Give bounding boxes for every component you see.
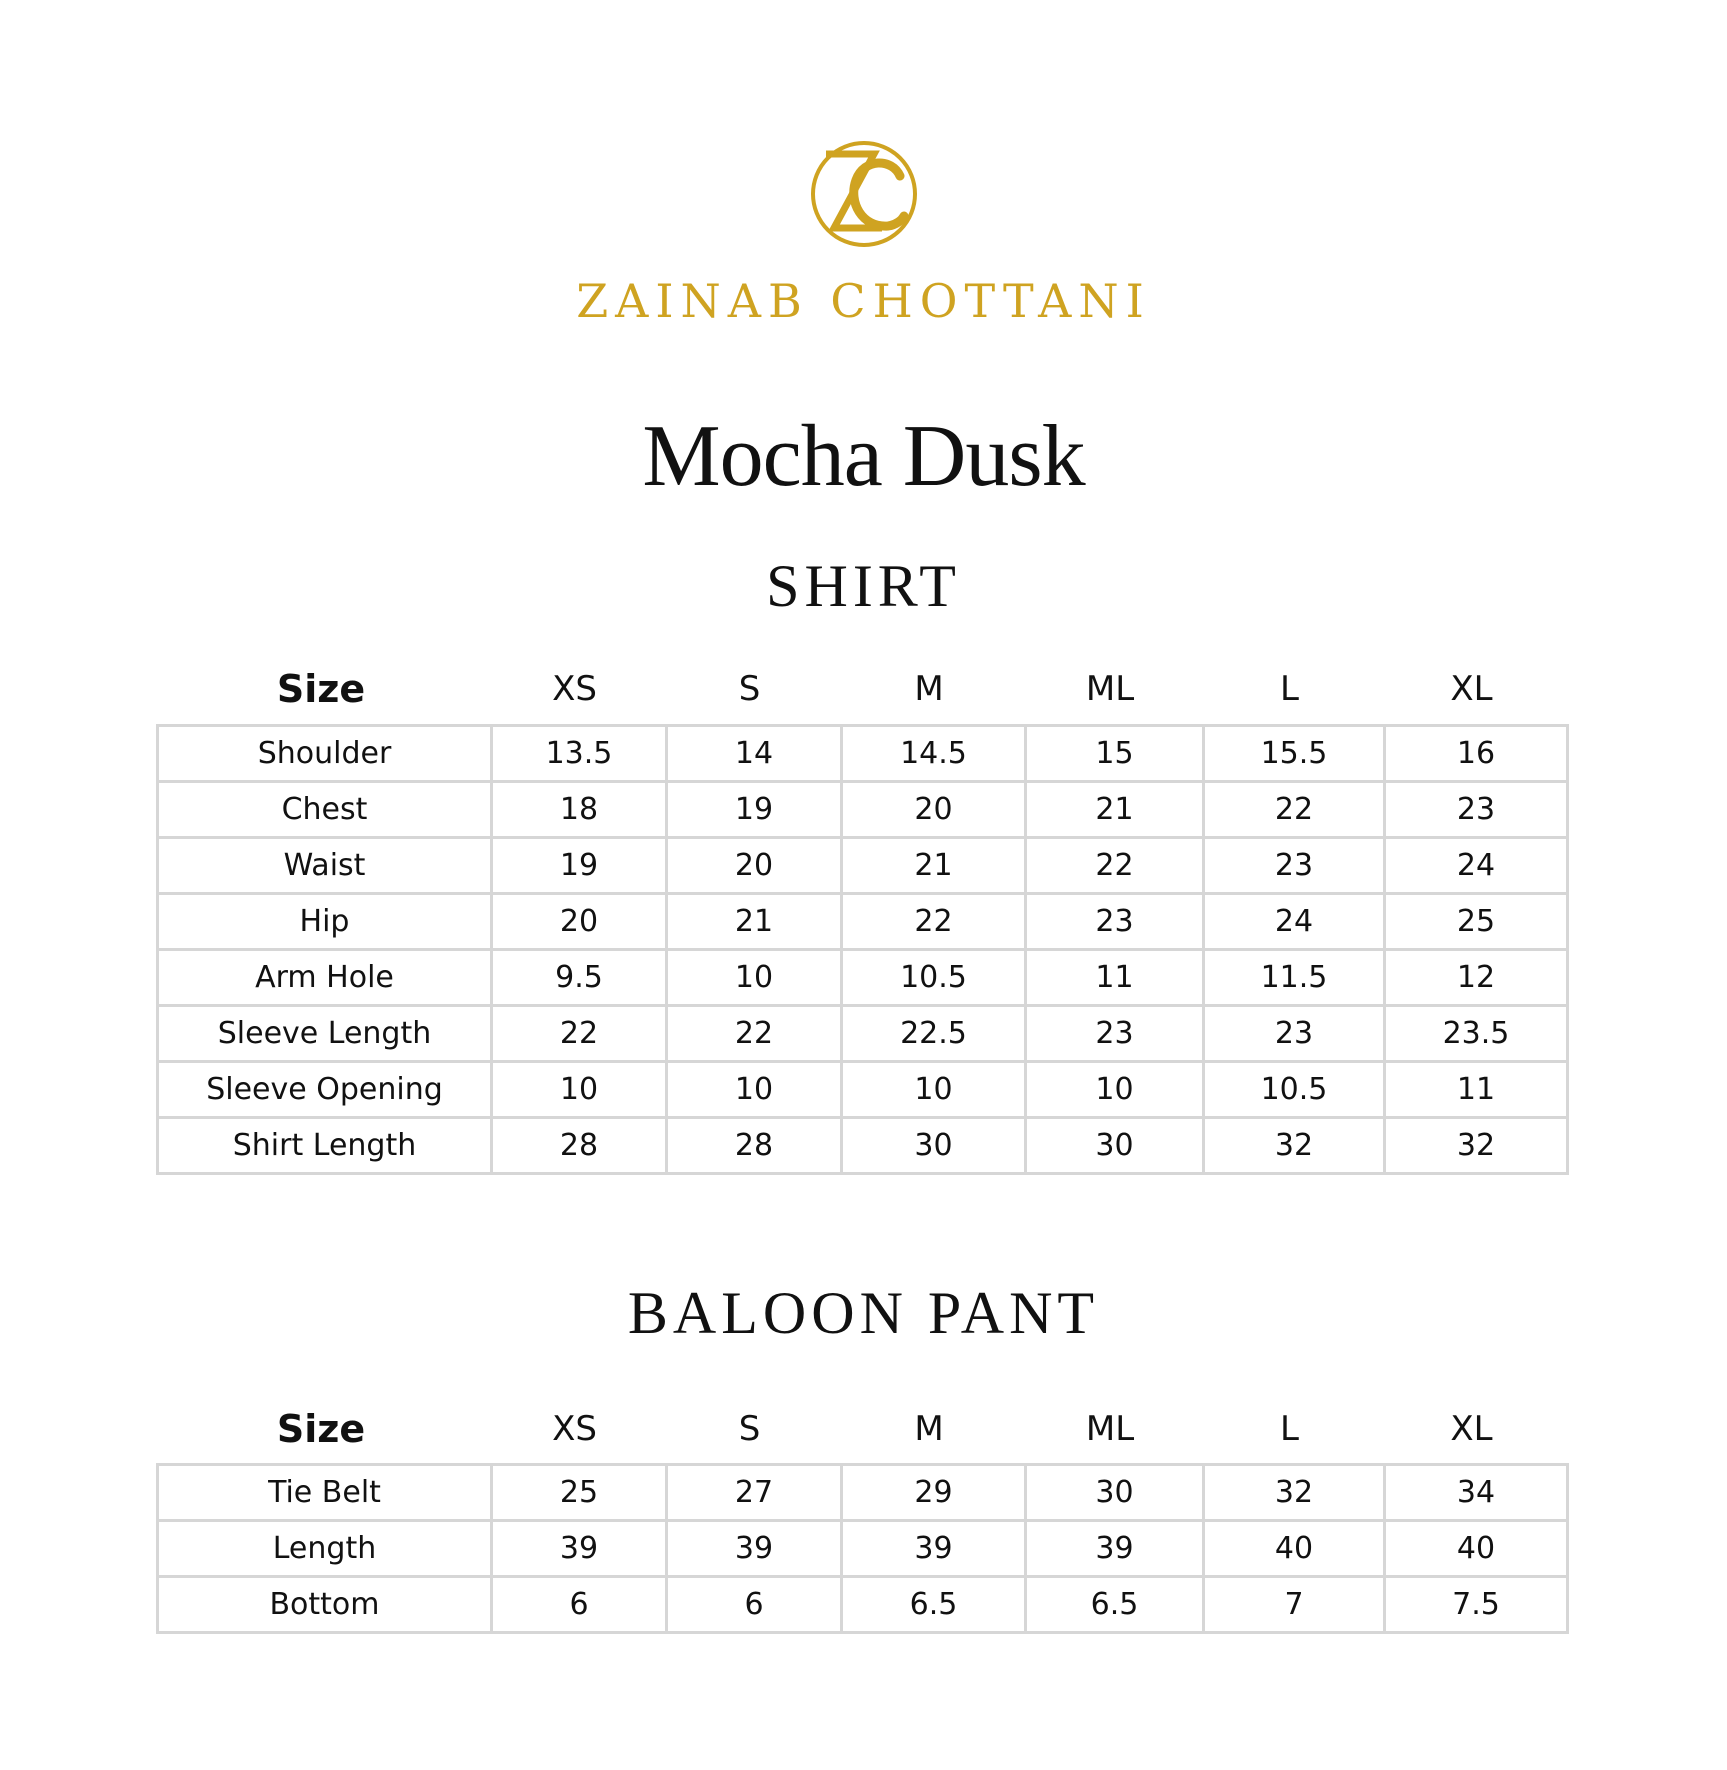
row-label: Chest <box>158 782 492 838</box>
shirt-size-table <box>156 724 1569 1175</box>
table-cell: 29 <box>842 1465 1026 1521</box>
size-header-xl: XL <box>1450 1409 1493 1449</box>
size-header-ml: ML <box>1085 669 1135 709</box>
size-header-xs: XS <box>552 1409 597 1449</box>
table-cell: 30 <box>1026 1118 1204 1174</box>
table-cell: 22 <box>842 894 1026 950</box>
table-cell: 10 <box>667 1062 842 1118</box>
table-cell: 20 <box>842 782 1026 838</box>
size-header-l: L <box>1280 669 1299 709</box>
table-cell: 25 <box>492 1465 667 1521</box>
size-header-ml: ML <box>1085 1409 1135 1449</box>
size-header-xl: XL <box>1450 669 1493 709</box>
table-cell: 40 <box>1385 1521 1568 1577</box>
table-cell: 16 <box>1385 726 1568 782</box>
table-cell: 11 <box>1385 1062 1568 1118</box>
table-row <box>158 894 1568 950</box>
table-row <box>158 726 1568 782</box>
table-cell: 7 <box>1204 1577 1385 1633</box>
table-cell: 19 <box>492 838 667 894</box>
row-label: Shirt Length <box>158 1118 492 1174</box>
pant-size-table <box>156 1463 1569 1634</box>
table-cell: 21 <box>842 838 1026 894</box>
size-header-m: M <box>914 669 944 709</box>
table-cell: 14 <box>667 726 842 782</box>
table-row <box>158 1006 1568 1062</box>
size-header-label: Size <box>276 1407 366 1451</box>
table-cell: 23.5 <box>1385 1006 1568 1062</box>
table-cell: 23 <box>1204 1006 1385 1062</box>
table-cell: 25 <box>1385 894 1568 950</box>
row-label: Length <box>158 1521 492 1577</box>
size-header-row <box>156 664 1573 714</box>
table-cell: 10.5 <box>842 950 1026 1006</box>
table-cell: 39 <box>492 1521 667 1577</box>
table-cell: 39 <box>667 1521 842 1577</box>
table-row <box>158 1062 1568 1118</box>
table-cell: 6.5 <box>842 1577 1026 1633</box>
table-cell: 11 <box>1026 950 1204 1006</box>
table-cell: 34 <box>1385 1465 1568 1521</box>
row-label: Arm Hole <box>158 950 492 1006</box>
table-cell: 20 <box>492 894 667 950</box>
table-cell: 18 <box>492 782 667 838</box>
table-cell: 23 <box>1026 894 1204 950</box>
table-cell: 10.5 <box>1204 1062 1385 1118</box>
table-cell: 32 <box>1204 1118 1385 1174</box>
table-cell: 22.5 <box>842 1006 1026 1062</box>
table-row <box>158 1465 1568 1521</box>
size-header-s: S <box>738 1409 761 1449</box>
table-cell: 22 <box>1204 782 1385 838</box>
table-cell: 23 <box>1385 782 1568 838</box>
table-cell: 28 <box>492 1118 667 1174</box>
table-cell: 10 <box>492 1062 667 1118</box>
size-header-s: S <box>738 669 761 709</box>
table-cell: 32 <box>1385 1118 1568 1174</box>
table-cell: 15 <box>1026 726 1204 782</box>
section-title-shirt: SHIRT <box>766 553 961 619</box>
table-cell: 9.5 <box>492 950 667 1006</box>
table-cell: 30 <box>1026 1465 1204 1521</box>
table-cell: 22 <box>1026 838 1204 894</box>
table-cell: 39 <box>842 1521 1026 1577</box>
table-cell: 24 <box>1385 838 1568 894</box>
table-row <box>158 1577 1568 1633</box>
table-cell: 10 <box>667 950 842 1006</box>
table-cell: 15.5 <box>1204 726 1385 782</box>
table-cell: 21 <box>667 894 842 950</box>
row-label: Shoulder <box>158 726 492 782</box>
table-cell: 24 <box>1204 894 1385 950</box>
table-cell: 40 <box>1204 1521 1385 1577</box>
table-cell: 6.5 <box>1026 1577 1204 1633</box>
table-cell: 20 <box>667 838 842 894</box>
size-header-label: Size <box>276 667 366 711</box>
table-cell: 12 <box>1385 950 1568 1006</box>
table-row <box>158 1118 1568 1174</box>
row-label: Bottom <box>158 1577 492 1633</box>
table-row <box>158 782 1568 838</box>
row-label: Hip <box>158 894 492 950</box>
zc-monogram-icon <box>804 136 924 256</box>
table-cell: 19 <box>667 782 842 838</box>
table-row <box>158 950 1568 1006</box>
table-cell: 39 <box>1026 1521 1204 1577</box>
table-cell: 10 <box>842 1062 1026 1118</box>
size-header-l: L <box>1280 1409 1299 1449</box>
table-cell: 28 <box>667 1118 842 1174</box>
table-cell: 22 <box>667 1006 842 1062</box>
table-cell: 6 <box>667 1577 842 1633</box>
row-label: Tie Belt <box>158 1465 492 1521</box>
table-row <box>158 1521 1568 1577</box>
table-cell: 32 <box>1204 1465 1385 1521</box>
table-cell: 10 <box>1026 1062 1204 1118</box>
size-header-m: M <box>914 1409 944 1449</box>
product-title: Mocha Dusk <box>642 408 1085 505</box>
size-header-xs: XS <box>552 669 597 709</box>
table-cell: 11.5 <box>1204 950 1385 1006</box>
row-label: Sleeve Opening <box>158 1062 492 1118</box>
table-cell: 14.5 <box>842 726 1026 782</box>
table-cell: 23 <box>1204 838 1385 894</box>
table-cell: 7.5 <box>1385 1577 1568 1633</box>
table-cell: 6 <box>492 1577 667 1633</box>
table-cell: 23 <box>1026 1006 1204 1062</box>
table-cell: 22 <box>492 1006 667 1062</box>
brand-name: ZAINAB CHOTTANI <box>576 274 1151 328</box>
table-row <box>158 838 1568 894</box>
table-cell: 13.5 <box>492 726 667 782</box>
size-header-row <box>156 1404 1573 1454</box>
table-cell: 30 <box>842 1118 1026 1174</box>
section-title-pant: BALOON PANT <box>627 1280 1100 1346</box>
table-cell: 27 <box>667 1465 842 1521</box>
table-cell: 21 <box>1026 782 1204 838</box>
row-label: Waist <box>158 838 492 894</box>
row-label: Sleeve Length <box>158 1006 492 1062</box>
brand-logo <box>0 136 1727 256</box>
